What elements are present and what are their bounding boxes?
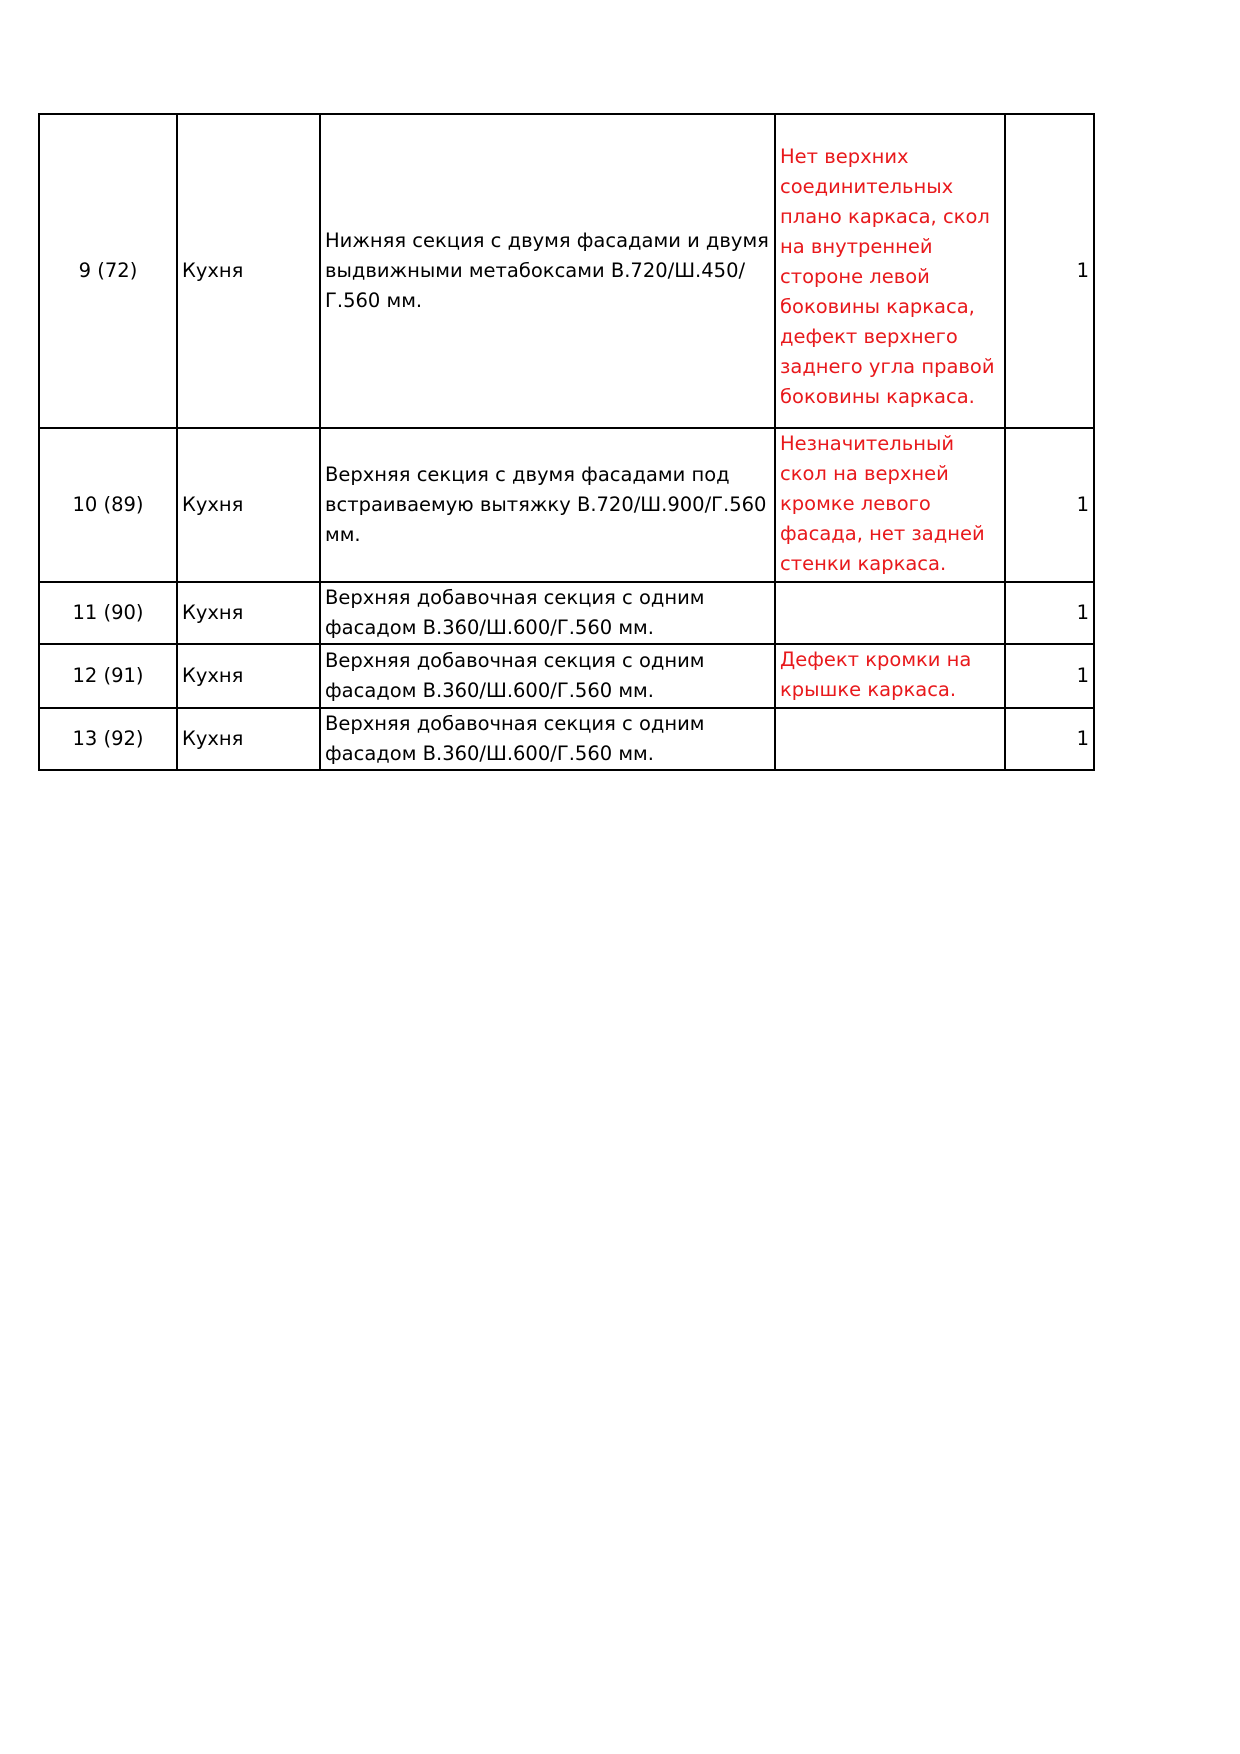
room-cell: Кухня xyxy=(177,428,320,582)
table-row xyxy=(39,428,1094,582)
item-number-cell: 12 (91) xyxy=(39,644,177,708)
defect-cell: Нет верхних соединительных плано каркаса, скол на внутренней стороне левой боковины каркаса, дефект верхнего заднего угла правой боковины каркаса. xyxy=(775,114,1005,428)
quantity-cell: 1 xyxy=(1005,582,1094,644)
quantity-cell: 1 xyxy=(1005,428,1094,582)
quantity-cell: 1 xyxy=(1005,708,1094,770)
item-number-cell: 13 (92) xyxy=(39,708,177,770)
description-cell: Верхняя добавочная секция с одним фасадом В.360/Ш.600/Г.560 мм. xyxy=(320,644,775,708)
table-row xyxy=(39,582,1094,644)
description-cell: Верхняя добавочная секция с одним фасадом В.360/Ш.600/Г.560 мм. xyxy=(320,582,775,644)
defect-cell xyxy=(775,582,1005,644)
description-cell: Нижняя секция с двумя фасадами и двумя выдвижными метабоксами В.720/Ш.450/Г.560 мм. xyxy=(320,114,775,428)
room-cell: Кухня xyxy=(177,708,320,770)
defect-cell: Незначительный скол на верхней кромке левого фасада, нет задней стенки каркаса. xyxy=(775,428,1005,582)
defect-cell: Дефект кромки на крышке каркаса. xyxy=(775,644,1005,708)
room-cell: Кухня xyxy=(177,114,320,428)
table-row xyxy=(39,708,1094,770)
room-cell: Кухня xyxy=(177,644,320,708)
quantity-cell: 1 xyxy=(1005,644,1094,708)
description-cell: Верхняя секция с двумя фасадами под встраиваемую вытяжку В.720/Ш.900/Г.560 мм. xyxy=(320,428,775,582)
table-row xyxy=(39,644,1094,708)
item-number-cell: 11 (90) xyxy=(39,582,177,644)
table-row xyxy=(39,114,1094,428)
item-number-cell: 9 (72) xyxy=(39,114,177,428)
furniture-inventory-table xyxy=(38,113,1095,771)
description-cell: Верхняя добавочная секция с одним фасадом В.360/Ш.600/Г.560 мм. xyxy=(320,708,775,770)
item-number-cell: 10 (89) xyxy=(39,428,177,582)
quantity-cell: 1 xyxy=(1005,114,1094,428)
defect-cell xyxy=(775,708,1005,770)
room-cell: Кухня xyxy=(177,582,320,644)
